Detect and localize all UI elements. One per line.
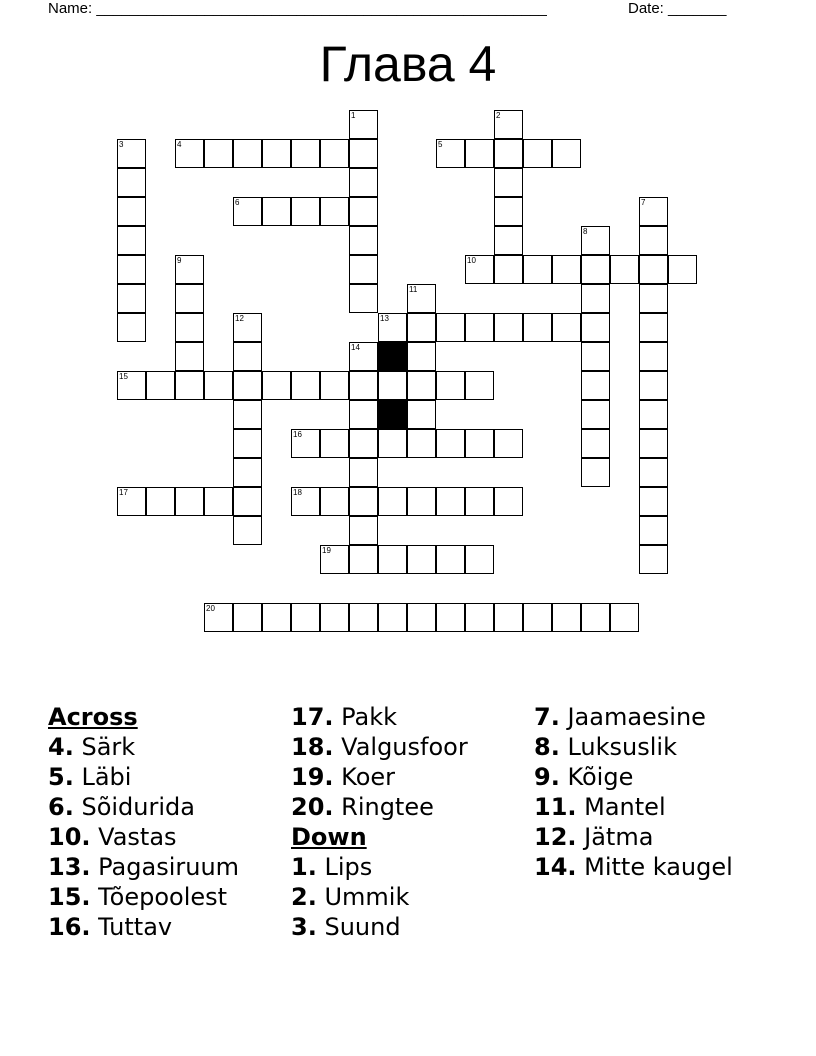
clue-item bbox=[48, 912, 239, 942]
grid-cell[interactable] bbox=[175, 371, 204, 400]
grid-cell[interactable] bbox=[117, 226, 146, 255]
grid-cell[interactable] bbox=[494, 197, 523, 226]
grid-cell[interactable] bbox=[552, 313, 581, 342]
clue-number-3: 3 bbox=[119, 140, 124, 149]
grid-cell[interactable] bbox=[349, 284, 378, 313]
grid-cell[interactable] bbox=[639, 487, 668, 516]
grid-cell[interactable] bbox=[639, 255, 668, 284]
grid-cell[interactable] bbox=[117, 168, 146, 197]
grid-cell[interactable] bbox=[117, 313, 146, 342]
clue-number-10: 10 bbox=[467, 256, 476, 265]
clue-item bbox=[534, 702, 733, 732]
grid-cell[interactable] bbox=[349, 371, 378, 400]
clue-number-18: 18 bbox=[293, 488, 302, 497]
clue-number-14: 14 bbox=[351, 343, 360, 352]
clue-number-20: 20 bbox=[206, 604, 215, 613]
clue-number: 2. bbox=[291, 883, 317, 911]
clue-number: 16. bbox=[48, 913, 91, 941]
clue-number: 7. bbox=[534, 703, 560, 731]
grid-cell[interactable] bbox=[349, 226, 378, 255]
down-heading: Down bbox=[291, 823, 367, 851]
clue-number-8: 8 bbox=[583, 227, 588, 236]
grid-cell[interactable] bbox=[320, 197, 349, 226]
clue-text: Särk bbox=[73, 733, 136, 761]
clue-text: Suund bbox=[316, 913, 401, 941]
grid-cell[interactable] bbox=[233, 487, 262, 516]
grid-cell[interactable] bbox=[349, 168, 378, 197]
grid-cell[interactable] bbox=[552, 603, 581, 632]
clue-text: Tõepoolest bbox=[90, 883, 228, 911]
grid-cell[interactable] bbox=[175, 342, 204, 371]
clue-text: Koer bbox=[333, 763, 396, 791]
name-field-label: Name: ______________________________________________________ bbox=[48, 0, 547, 17]
grid-cell[interactable] bbox=[117, 197, 146, 226]
grid-cell[interactable] bbox=[465, 313, 494, 342]
grid-cell[interactable] bbox=[262, 139, 291, 168]
grid-cell[interactable] bbox=[465, 487, 494, 516]
grid-cell[interactable] bbox=[291, 603, 320, 632]
grid-cell[interactable] bbox=[204, 139, 233, 168]
grid-cell[interactable] bbox=[494, 255, 523, 284]
clue-number: 9. bbox=[534, 763, 560, 791]
grid-cell[interactable] bbox=[581, 371, 610, 400]
grid-cell[interactable] bbox=[581, 255, 610, 284]
grid-cell[interactable] bbox=[407, 342, 436, 371]
grid-cell[interactable] bbox=[320, 603, 349, 632]
clue-number: 14. bbox=[534, 853, 577, 881]
grid-cell[interactable] bbox=[523, 603, 552, 632]
grid-cell[interactable] bbox=[639, 429, 668, 458]
clue-item bbox=[291, 852, 468, 882]
grid-cell[interactable] bbox=[465, 429, 494, 458]
grid-cell[interactable] bbox=[407, 603, 436, 632]
grid-cell[interactable] bbox=[639, 400, 668, 429]
grid-cell[interactable] bbox=[581, 400, 610, 429]
clue-item bbox=[534, 822, 733, 852]
clue-number: 13. bbox=[48, 853, 91, 881]
grid-cell[interactable] bbox=[349, 400, 378, 429]
page-title: Глава 4 bbox=[319, 36, 497, 92]
grid-cell[interactable] bbox=[639, 458, 668, 487]
black-cell bbox=[378, 400, 407, 429]
clue-number: 4. bbox=[48, 733, 74, 761]
clue-number-12: 12 bbox=[235, 314, 244, 323]
clue-item bbox=[48, 732, 239, 762]
clue-number-6: 6 bbox=[235, 198, 240, 207]
clue-text: Mantel bbox=[576, 793, 666, 821]
black-cell bbox=[378, 342, 407, 371]
grid-cell[interactable] bbox=[494, 226, 523, 255]
clue-column-1 bbox=[48, 702, 239, 942]
grid-cell[interactable] bbox=[349, 139, 378, 168]
clue-text: Pakk bbox=[333, 703, 398, 731]
grid-cell[interactable] bbox=[581, 458, 610, 487]
grid-cell[interactable] bbox=[291, 371, 320, 400]
grid-cell[interactable] bbox=[407, 313, 436, 342]
clue-text: Pagasiruum bbox=[90, 853, 240, 881]
grid-cell[interactable] bbox=[581, 603, 610, 632]
grid-cell[interactable] bbox=[436, 487, 465, 516]
grid-cell[interactable] bbox=[552, 139, 581, 168]
grid-cell[interactable] bbox=[639, 371, 668, 400]
grid-cell[interactable] bbox=[117, 284, 146, 313]
clue-text: Sõidurida bbox=[73, 793, 195, 821]
grid-cell[interactable] bbox=[610, 255, 639, 284]
grid-cell[interactable] bbox=[233, 400, 262, 429]
clue-item bbox=[48, 882, 239, 912]
grid-cell[interactable] bbox=[378, 429, 407, 458]
grid-cell[interactable] bbox=[407, 371, 436, 400]
grid-cell[interactable] bbox=[349, 487, 378, 516]
grid-cell[interactable] bbox=[494, 429, 523, 458]
grid-cell[interactable] bbox=[523, 255, 552, 284]
grid-cell[interactable] bbox=[291, 139, 320, 168]
grid-cell[interactable] bbox=[233, 371, 262, 400]
grid-cell[interactable] bbox=[639, 313, 668, 342]
clue-number: 10. bbox=[48, 823, 91, 851]
clue-item bbox=[291, 702, 468, 732]
grid-cell[interactable] bbox=[581, 313, 610, 342]
clue-item bbox=[291, 732, 468, 762]
clue-number-19: 19 bbox=[322, 546, 331, 555]
grid-cell[interactable] bbox=[465, 545, 494, 574]
grid-cell[interactable] bbox=[320, 371, 349, 400]
grid-cell[interactable] bbox=[523, 139, 552, 168]
clue-text: Ummik bbox=[316, 883, 410, 911]
grid-cell[interactable] bbox=[436, 429, 465, 458]
clue-text: Kõige bbox=[559, 763, 634, 791]
grid-cell[interactable] bbox=[407, 400, 436, 429]
grid-cell[interactable] bbox=[436, 313, 465, 342]
clue-number-13: 13 bbox=[380, 314, 389, 323]
clue-item bbox=[48, 822, 239, 852]
clue-text: Luksuslik bbox=[559, 733, 677, 761]
grid-cell[interactable] bbox=[175, 284, 204, 313]
grid-cell[interactable] bbox=[146, 487, 175, 516]
clue-number-16: 16 bbox=[293, 430, 302, 439]
clue-number: 19. bbox=[291, 763, 334, 791]
clue-text: Jätma bbox=[576, 823, 654, 851]
clue-text: Läbi bbox=[73, 763, 132, 791]
grid-cell[interactable] bbox=[436, 371, 465, 400]
clue-item bbox=[534, 792, 733, 822]
grid-cell[interactable] bbox=[494, 487, 523, 516]
grid-cell[interactable] bbox=[233, 342, 262, 371]
grid-cell[interactable] bbox=[639, 226, 668, 255]
grid-cell[interactable] bbox=[175, 313, 204, 342]
grid-cell[interactable] bbox=[233, 516, 262, 545]
clue-number: 3. bbox=[291, 913, 317, 941]
clue-text: Jaamaesine bbox=[559, 703, 706, 731]
clue-number: 15. bbox=[48, 883, 91, 911]
grid-cell[interactable] bbox=[407, 429, 436, 458]
clue-number-9: 9 bbox=[177, 256, 182, 265]
clue-item bbox=[48, 852, 239, 882]
clue-item bbox=[48, 762, 239, 792]
clue-number: 20. bbox=[291, 793, 334, 821]
grid-cell[interactable] bbox=[465, 371, 494, 400]
grid-cell[interactable] bbox=[407, 487, 436, 516]
grid-cell[interactable] bbox=[349, 197, 378, 226]
grid-cell[interactable] bbox=[639, 516, 668, 545]
grid-cell[interactable] bbox=[639, 342, 668, 371]
clue-column-2 bbox=[291, 702, 468, 942]
clue-number: 8. bbox=[534, 733, 560, 761]
grid-cell[interactable] bbox=[320, 429, 349, 458]
grid-cell[interactable] bbox=[204, 371, 233, 400]
clue-number-5: 5 bbox=[438, 140, 443, 149]
grid-cell[interactable] bbox=[291, 197, 320, 226]
grid-cell[interactable] bbox=[262, 197, 291, 226]
grid-cell[interactable] bbox=[175, 487, 204, 516]
clue-text: Mitte kaugel bbox=[576, 853, 733, 881]
clue-item bbox=[291, 912, 468, 942]
clue-number-11: 11 bbox=[409, 285, 418, 294]
grid-cell[interactable] bbox=[407, 545, 436, 574]
grid-cell[interactable] bbox=[117, 255, 146, 284]
grid-cell[interactable] bbox=[639, 284, 668, 313]
clue-number-15: 15 bbox=[119, 372, 128, 381]
clue-text: Tuttav bbox=[90, 913, 173, 941]
grid-cell[interactable] bbox=[146, 371, 175, 400]
clue-item bbox=[291, 792, 468, 822]
grid-cell[interactable] bbox=[581, 284, 610, 313]
grid-cell[interactable] bbox=[320, 139, 349, 168]
clue-number-7: 7 bbox=[641, 198, 646, 207]
grid-cell[interactable] bbox=[436, 603, 465, 632]
grid-cell[interactable] bbox=[523, 313, 552, 342]
grid-cell[interactable] bbox=[465, 139, 494, 168]
clue-item bbox=[534, 762, 733, 792]
clue-number-2: 2 bbox=[496, 111, 501, 120]
clue-column-3 bbox=[534, 702, 733, 882]
clue-text: Ringtee bbox=[333, 793, 434, 821]
clue-number: 5. bbox=[48, 763, 74, 791]
clue-item bbox=[534, 852, 733, 882]
clue-item bbox=[48, 792, 239, 822]
grid-cell[interactable] bbox=[233, 603, 262, 632]
grid-cell[interactable] bbox=[349, 458, 378, 487]
grid-cell[interactable] bbox=[465, 603, 494, 632]
clue-text: Vastas bbox=[90, 823, 177, 851]
grid-cell[interactable] bbox=[378, 371, 407, 400]
clue-item bbox=[534, 732, 733, 762]
grid-cell[interactable] bbox=[262, 371, 291, 400]
grid-cell[interactable] bbox=[204, 487, 233, 516]
clue-number-1: 1 bbox=[351, 111, 356, 120]
clue-number-4: 4 bbox=[177, 140, 182, 149]
across-heading: Across bbox=[48, 703, 138, 731]
clue-number: 11. bbox=[534, 793, 577, 821]
clue-item bbox=[291, 762, 468, 792]
grid-cell[interactable] bbox=[378, 487, 407, 516]
grid-cell[interactable] bbox=[581, 342, 610, 371]
grid-cell[interactable] bbox=[349, 516, 378, 545]
clue-number: 17. bbox=[291, 703, 334, 731]
grid-cell[interactable] bbox=[494, 603, 523, 632]
clue-number-17: 17 bbox=[119, 488, 128, 497]
grid-cell[interactable] bbox=[349, 545, 378, 574]
clue-number: 18. bbox=[291, 733, 334, 761]
grid-cell[interactable] bbox=[610, 603, 639, 632]
grid-cell[interactable] bbox=[320, 487, 349, 516]
date-field-label: Date: _______ bbox=[628, 0, 727, 17]
grid-cell[interactable] bbox=[581, 429, 610, 458]
grid-cell[interactable] bbox=[233, 458, 262, 487]
grid-cell[interactable] bbox=[233, 139, 262, 168]
clue-text: Valgusfoor bbox=[333, 733, 468, 761]
grid-cell[interactable] bbox=[378, 545, 407, 574]
grid-cell[interactable] bbox=[436, 545, 465, 574]
grid-cell[interactable] bbox=[552, 255, 581, 284]
clue-number: 12. bbox=[534, 823, 577, 851]
grid-cell[interactable] bbox=[494, 313, 523, 342]
grid-cell[interactable] bbox=[233, 429, 262, 458]
grid-cell[interactable] bbox=[378, 603, 407, 632]
grid-cell[interactable] bbox=[639, 545, 668, 574]
grid-cell[interactable] bbox=[349, 603, 378, 632]
clue-item bbox=[291, 882, 468, 912]
grid-cell[interactable] bbox=[349, 255, 378, 284]
grid-cell[interactable] bbox=[668, 255, 697, 284]
clue-number: 1. bbox=[291, 853, 317, 881]
clue-number: 6. bbox=[48, 793, 74, 821]
clue-text: Lips bbox=[316, 853, 373, 881]
grid-cell[interactable] bbox=[494, 139, 523, 168]
grid-cell[interactable] bbox=[349, 429, 378, 458]
grid-cell[interactable] bbox=[494, 168, 523, 197]
grid-cell[interactable] bbox=[262, 603, 291, 632]
